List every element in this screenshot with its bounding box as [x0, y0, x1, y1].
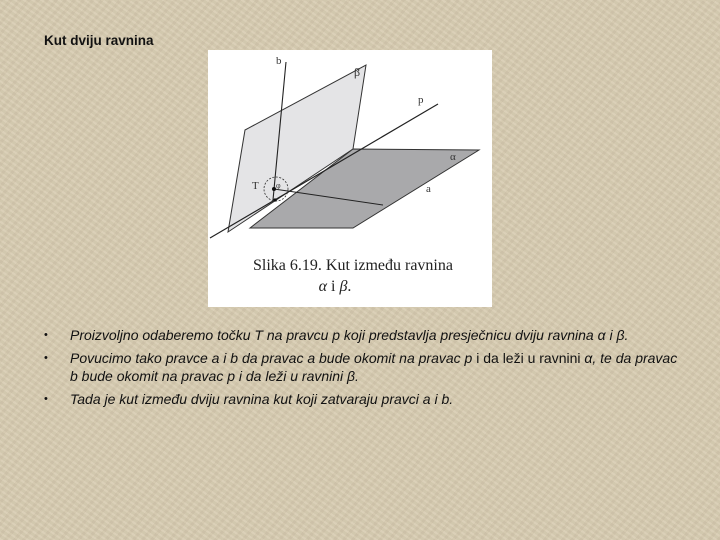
bullet-icon: • — [44, 329, 48, 341]
label-phi: φ — [276, 181, 281, 190]
right-angle-dot — [273, 198, 276, 201]
figure-6-19 — [208, 50, 492, 307]
caption-line-2: α i β. — [318, 278, 352, 295]
bullet-icon: • — [44, 393, 48, 405]
bullet-text: Proizvoljno odaberemo točku T na pravcu p koji predstavlja presječnicu dviju ravnina α i β. — [70, 327, 629, 343]
list-item — [44, 390, 684, 408]
label-beta: β — [354, 65, 361, 79]
bullet-list — [44, 326, 684, 413]
list-item — [44, 326, 684, 344]
bullet-text: Tada je kut između dviju ravnina kut koji zatvaraju pravci a i b. — [70, 391, 454, 407]
figure-caption — [208, 255, 492, 297]
bullet-text: Povucimo tako pravce a i b da pravac a bude okomit na pravac p i da leži u ravnini α, te da pravac b bude okomit na pravac p i da leži u ravnini β. — [70, 350, 678, 384]
label-a: a — [426, 183, 431, 195]
label-alpha: α — [450, 151, 456, 163]
caption-line-1: Slika 6.19. Kut između ravnina — [253, 257, 453, 274]
slide-title: Kut dviju ravnina — [44, 33, 154, 48]
bullet-icon: • — [44, 352, 48, 364]
label-p: p — [418, 94, 424, 106]
planes-diagram — [208, 50, 492, 255]
label-t: T — [252, 180, 259, 192]
list-item — [44, 349, 684, 385]
label-b: b — [276, 55, 282, 67]
